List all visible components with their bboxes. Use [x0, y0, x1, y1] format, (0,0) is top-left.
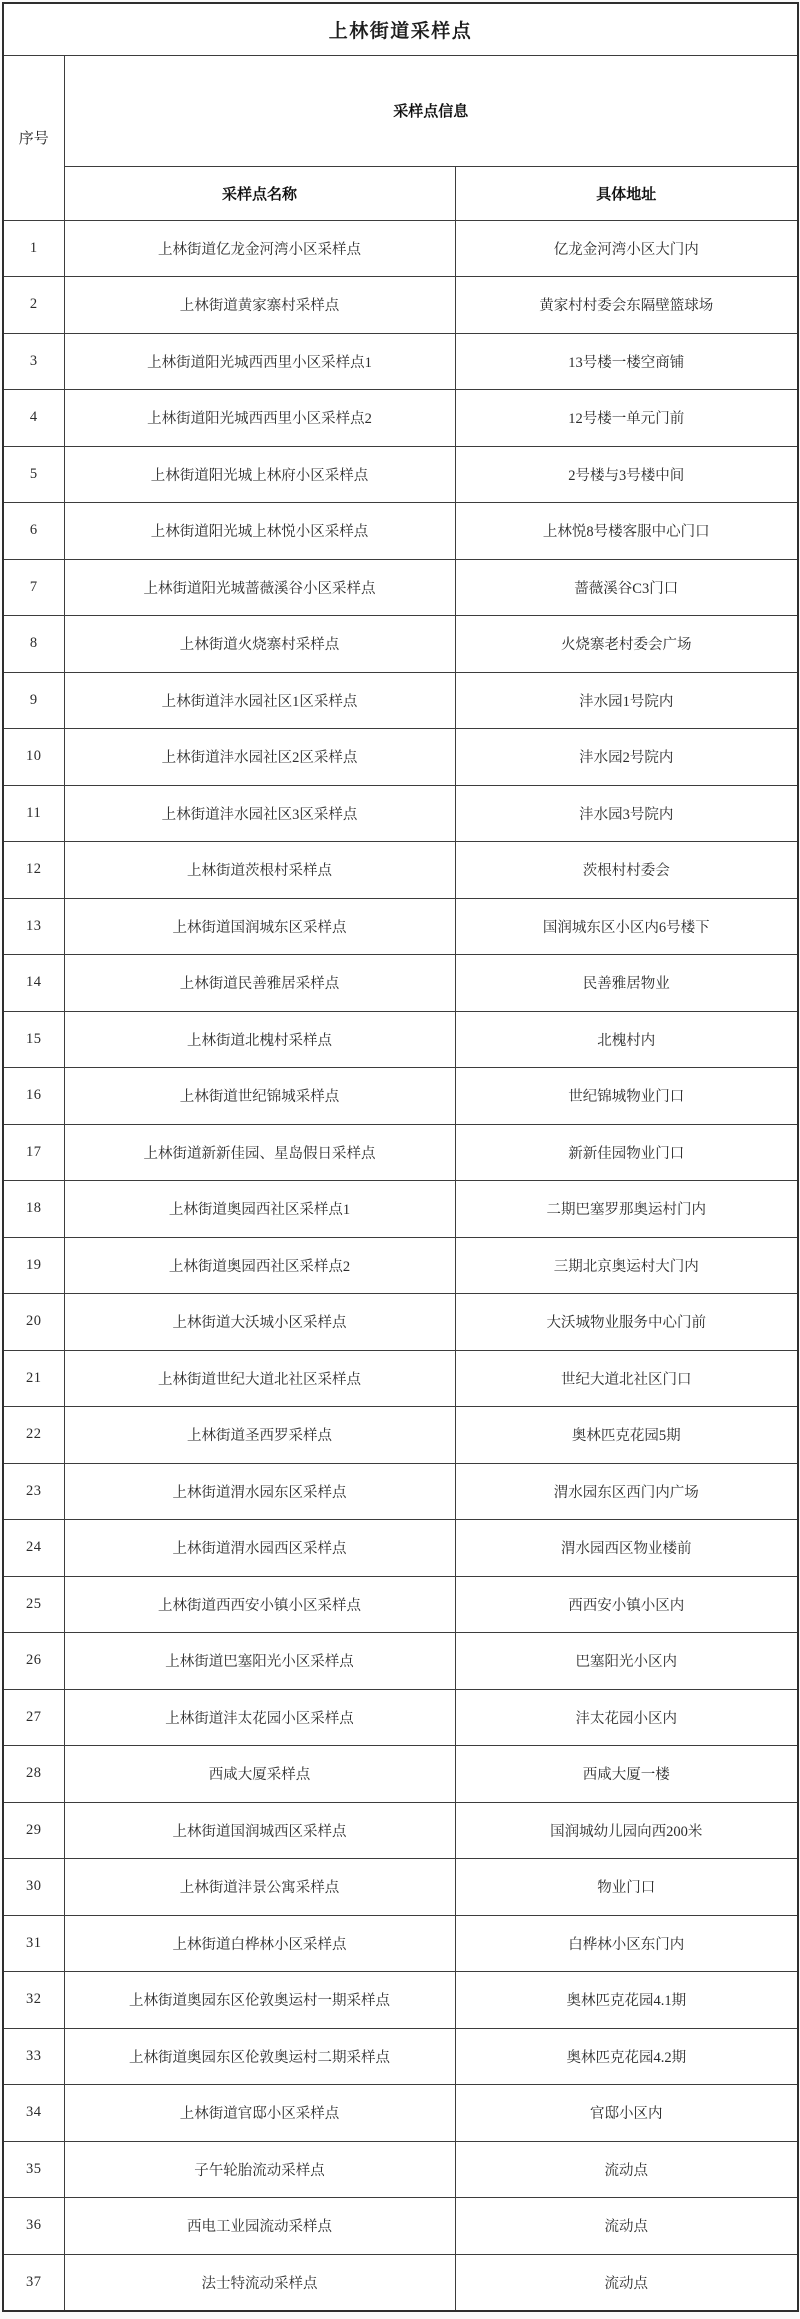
row-sampling-point-name: 上林街道沣水园社区2区采样点: [64, 729, 455, 786]
table-row: [3, 1520, 798, 1577]
row-sampling-point-name: 上林街道沣水园社区3区采样点: [64, 785, 455, 842]
table-row: [3, 503, 798, 560]
row-address: 新新佳园物业门口: [455, 1124, 798, 1181]
row-sampling-point-name: 上林街道火烧寨村采样点: [64, 616, 455, 673]
row-address: 流动点: [455, 2141, 798, 2198]
row-serial: 17: [3, 1124, 64, 1181]
table-row: [3, 1859, 798, 1916]
row-sampling-point-name: 上林街道国润城东区采样点: [64, 898, 455, 955]
table-row: [3, 220, 798, 277]
row-serial: 10: [3, 729, 64, 786]
row-serial: 5: [3, 446, 64, 503]
row-serial: 3: [3, 333, 64, 390]
table-row: [3, 616, 798, 673]
row-sampling-point-name: 上林街道黄家寨村采样点: [64, 277, 455, 334]
table-row: [3, 2141, 798, 2198]
table-row: [3, 1237, 798, 1294]
table-row: [3, 1746, 798, 1803]
column-header-address: 具体地址: [455, 166, 798, 220]
row-sampling-point-name: 上林街道民善雅居采样点: [64, 955, 455, 1012]
column-header-name: 采样点名称: [64, 166, 455, 220]
table-row: [3, 1633, 798, 1690]
table-row: [3, 2028, 798, 2085]
row-serial: 18: [3, 1181, 64, 1238]
row-serial: 26: [3, 1633, 64, 1690]
table-row: [3, 2085, 798, 2142]
row-serial: 33: [3, 2028, 64, 2085]
row-serial: 37: [3, 2254, 64, 2311]
row-address: 奥林匹克花园4.2期: [455, 2028, 798, 2085]
row-address: 国润城东区小区内6号楼下: [455, 898, 798, 955]
row-address: 沣水园1号院内: [455, 672, 798, 729]
table-row: [3, 842, 798, 899]
row-sampling-point-name: 子午轮胎流动采样点: [64, 2141, 455, 2198]
document-page: [2, 2, 798, 2312]
row-serial: 30: [3, 1859, 64, 1916]
row-serial: 24: [3, 1520, 64, 1577]
row-address: 茨根村村委会: [455, 842, 798, 899]
row-serial: 31: [3, 1915, 64, 1972]
row-sampling-point-name: 上林街道阳光城西西里小区采样点1: [64, 333, 455, 390]
row-address: 亿龙金河湾小区大门内: [455, 220, 798, 277]
row-address: 流动点: [455, 2254, 798, 2311]
table-row: [3, 1463, 798, 1520]
row-sampling-point-name: 上林街道阳光城上林府小区采样点: [64, 446, 455, 503]
table-row: [3, 1689, 798, 1746]
sampling-points-table: [2, 2, 799, 2312]
row-serial: 8: [3, 616, 64, 673]
table-row: [3, 2254, 798, 2311]
row-serial: 2: [3, 277, 64, 334]
row-serial: 36: [3, 2198, 64, 2255]
row-sampling-point-name: 上林街道北槐村采样点: [64, 1011, 455, 1068]
row-sampling-point-name: 上林街道巴塞阳光小区采样点: [64, 1633, 455, 1690]
row-serial: 28: [3, 1746, 64, 1803]
row-address: 渭水园西区物业楼前: [455, 1520, 798, 1577]
row-serial: 23: [3, 1463, 64, 1520]
row-address: 物业门口: [455, 1859, 798, 1916]
row-sampling-point-name: 法士特流动采样点: [64, 2254, 455, 2311]
row-serial: 1: [3, 220, 64, 277]
row-address: 渭水园东区西门内广场: [455, 1463, 798, 1520]
row-address: 西咸大厦一楼: [455, 1746, 798, 1803]
row-serial: 14: [3, 955, 64, 1012]
row-address: 民善雅居物业: [455, 955, 798, 1012]
row-address: 12号楼一单元门前: [455, 390, 798, 447]
row-address: 奥林匹克花园4.1期: [455, 1972, 798, 2029]
row-sampling-point-name: 上林街道圣西罗采样点: [64, 1407, 455, 1464]
table-row: [3, 1802, 798, 1859]
row-sampling-point-name: 上林街道沣景公寓采样点: [64, 1859, 455, 1916]
table-row: [3, 1972, 798, 2029]
row-serial: 7: [3, 559, 64, 616]
row-serial: 22: [3, 1407, 64, 1464]
row-serial: 21: [3, 1350, 64, 1407]
row-address: 世纪大道北社区门口: [455, 1350, 798, 1407]
row-address: 世纪锦城物业门口: [455, 1068, 798, 1125]
row-serial: 25: [3, 1576, 64, 1633]
column-header-serial: 序号: [3, 55, 64, 220]
table-row: [3, 1407, 798, 1464]
row-sampling-point-name: 上林街道阳光城上林悦小区采样点: [64, 503, 455, 560]
row-sampling-point-name: 上林街道世纪大道北社区采样点: [64, 1350, 455, 1407]
row-address: 官邸小区内: [455, 2085, 798, 2142]
row-address: 巴塞阳光小区内: [455, 1633, 798, 1690]
row-address: 沣水园2号院内: [455, 729, 798, 786]
row-sampling-point-name: 上林街道大沃城小区采样点: [64, 1294, 455, 1351]
table-row: [3, 1915, 798, 1972]
row-address: 国润城幼儿园向西200米: [455, 1802, 798, 1859]
row-address: 三期北京奥运村大门内: [455, 1237, 798, 1294]
table-row: [3, 277, 798, 334]
table-row: [3, 729, 798, 786]
row-sampling-point-name: 上林街道亿龙金河湾小区采样点: [64, 220, 455, 277]
header-row-group: [3, 55, 798, 166]
row-sampling-point-name: 上林街道官邸小区采样点: [64, 2085, 455, 2142]
row-address: 13号楼一楼空商铺: [455, 333, 798, 390]
row-serial: 32: [3, 1972, 64, 2029]
row-sampling-point-name: 上林街道白桦林小区采样点: [64, 1915, 455, 1972]
page-title: 上林街道采样点: [3, 3, 798, 55]
row-serial: 15: [3, 1011, 64, 1068]
row-sampling-point-name: 上林街道奥园东区伦敦奥运村一期采样点: [64, 1972, 455, 2029]
row-serial: 35: [3, 2141, 64, 2198]
row-serial: 16: [3, 1068, 64, 1125]
row-address: 蔷薇溪谷C3门口: [455, 559, 798, 616]
row-serial: 34: [3, 2085, 64, 2142]
row-address: 奥林匹克花园5期: [455, 1407, 798, 1464]
row-sampling-point-name: 上林街道阳光城西西里小区采样点2: [64, 390, 455, 447]
row-sampling-point-name: 上林街道沣水园社区1区采样点: [64, 672, 455, 729]
row-sampling-point-name: 上林街道渭水园西区采样点: [64, 1520, 455, 1577]
row-address: 二期巴塞罗那奥运村门内: [455, 1181, 798, 1238]
row-sampling-point-name: 上林街道奥园西社区采样点2: [64, 1237, 455, 1294]
row-sampling-point-name: 上林街道奥园东区伦敦奥运村二期采样点: [64, 2028, 455, 2085]
table-row: [3, 1576, 798, 1633]
row-sampling-point-name: 上林街道沣太花园小区采样点: [64, 1689, 455, 1746]
row-sampling-point-name: 上林街道西西安小镇小区采样点: [64, 1576, 455, 1633]
row-address: 大沃城物业服务中心门前: [455, 1294, 798, 1351]
table-row: [3, 672, 798, 729]
row-sampling-point-name: 上林街道新新佳园、星岛假日采样点: [64, 1124, 455, 1181]
table-row: [3, 1181, 798, 1238]
row-serial: 19: [3, 1237, 64, 1294]
row-sampling-point-name: 上林街道渭水园东区采样点: [64, 1463, 455, 1520]
table-row: [3, 333, 798, 390]
table-row: [3, 1294, 798, 1351]
table-row: [3, 955, 798, 1012]
table-row: [3, 898, 798, 955]
row-sampling-point-name: 上林街道奥园西社区采样点1: [64, 1181, 455, 1238]
row-serial: 20: [3, 1294, 64, 1351]
row-address: 流动点: [455, 2198, 798, 2255]
row-sampling-point-name: 西电工业园流动采样点: [64, 2198, 455, 2255]
row-serial: 11: [3, 785, 64, 842]
row-sampling-point-name: 西咸大厦采样点: [64, 1746, 455, 1803]
row-address: 西西安小镇小区内: [455, 1576, 798, 1633]
row-serial: 13: [3, 898, 64, 955]
row-serial: 4: [3, 390, 64, 447]
row-address: 沣水园3号院内: [455, 785, 798, 842]
row-address: 沣太花园小区内: [455, 1689, 798, 1746]
header-row-sub: [3, 166, 798, 220]
table-row: [3, 1011, 798, 1068]
table-row: [3, 1124, 798, 1181]
row-address: 黄家村村委会东隔壁篮球场: [455, 277, 798, 334]
table-row: [3, 559, 798, 616]
row-address: 白桦林小区东门内: [455, 1915, 798, 1972]
row-serial: 6: [3, 503, 64, 560]
row-serial: 9: [3, 672, 64, 729]
row-address: 火烧寨老村委会广场: [455, 616, 798, 673]
table-row: [3, 2198, 798, 2255]
row-serial: 12: [3, 842, 64, 899]
row-address: 北槐村内: [455, 1011, 798, 1068]
table-row: [3, 1068, 798, 1125]
row-sampling-point-name: 上林街道茨根村采样点: [64, 842, 455, 899]
column-header-info: 采样点信息: [64, 55, 798, 166]
table-row: [3, 1350, 798, 1407]
row-sampling-point-name: 上林街道阳光城蔷薇溪谷小区采样点: [64, 559, 455, 616]
row-serial: 27: [3, 1689, 64, 1746]
row-address: 2号楼与3号楼中间: [455, 446, 798, 503]
row-serial: 29: [3, 1802, 64, 1859]
table-row: [3, 785, 798, 842]
table-row: [3, 446, 798, 503]
row-sampling-point-name: 上林街道国润城西区采样点: [64, 1802, 455, 1859]
row-sampling-point-name: 上林街道世纪锦城采样点: [64, 1068, 455, 1125]
table-row: [3, 390, 798, 447]
row-address: 上林悦8号楼客服中心门口: [455, 503, 798, 560]
title-row: [3, 3, 798, 55]
table-body: [3, 220, 798, 2311]
